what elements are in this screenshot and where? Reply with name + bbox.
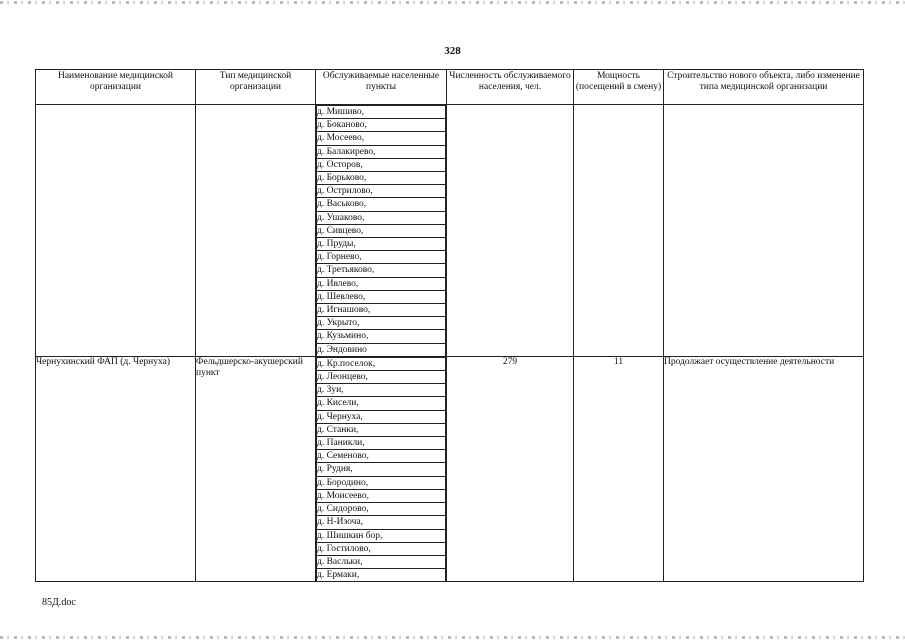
settlement-item: д. Зуи, <box>317 384 446 397</box>
settlement-item: д. Леонцево, <box>317 371 446 384</box>
settlement-item: д. Ермаки, <box>317 569 446 582</box>
settlement-item: д. Пруды, <box>317 238 446 251</box>
settlements-cell <box>316 356 447 581</box>
medical-organizations-table <box>35 69 864 582</box>
scan-top-edge <box>0 1 905 4</box>
settlements-cell <box>316 105 447 357</box>
table-header-row <box>36 70 864 105</box>
settlement-item: д. Мишиво, <box>317 106 446 119</box>
status-cell: Продолжает осуществление деятельности <box>664 356 864 581</box>
org-type-cell <box>196 105 316 357</box>
settlement-item: д. Гостилово, <box>317 542 446 555</box>
header-org-name: Наименование медицинской организации <box>36 70 196 105</box>
settlement-item: д. Сидорово, <box>317 503 446 516</box>
settlement-item: д. Кузьмино, <box>317 330 446 343</box>
table-row <box>36 105 864 357</box>
settlement-item: д. Горнево, <box>317 251 446 264</box>
settlement-item: д. Бородино, <box>317 476 446 489</box>
settlement-item: д. Кр.поселок, <box>317 357 446 370</box>
population-cell: 279 <box>447 356 574 581</box>
scan-bottom-edge <box>0 636 905 639</box>
settlement-item: д. Сивцево, <box>317 224 446 237</box>
settlement-item: д. Н-Изоча, <box>317 516 446 529</box>
table-row <box>36 356 864 581</box>
header-org-type: Тип медицинской организации <box>196 70 316 105</box>
settlement-item: д. Шевлево, <box>317 290 446 303</box>
settlement-item: д. Васьково, <box>317 198 446 211</box>
settlement-item: д. Третьяково, <box>317 264 446 277</box>
population-cell <box>447 105 574 357</box>
settlement-item: д. Боканово, <box>317 119 446 132</box>
settlement-item: д. Кисели, <box>317 397 446 410</box>
settlement-item: д. Васльки, <box>317 555 446 568</box>
settlement-item: д. Шишкин бор, <box>317 529 446 542</box>
settlement-item: д. Осторов, <box>317 158 446 171</box>
status-cell <box>664 105 864 357</box>
capacity-cell: 11 <box>574 356 664 581</box>
settlement-item: д. Мосеево, <box>317 132 446 145</box>
settlement-item: д. Паникли, <box>317 437 446 450</box>
settlement-item: д. Эндовино <box>317 343 446 356</box>
settlements-list <box>316 357 446 581</box>
settlement-item: д. Балакирево, <box>317 145 446 158</box>
settlement-item: д. Острилово, <box>317 185 446 198</box>
org-name-cell: Чернухинский ФАП (д. Чернуха) <box>36 356 196 581</box>
header-population: Численность обслуживаемого населения, чел. <box>447 70 574 105</box>
settlement-item: д. Чернуха, <box>317 410 446 423</box>
document-filename: 85Д.doc <box>42 597 76 608</box>
capacity-cell <box>574 105 664 357</box>
settlement-item: д. Игнашово, <box>317 304 446 317</box>
settlement-item: д. Ушаково, <box>317 211 446 224</box>
settlement-item: д. Станки, <box>317 423 446 436</box>
settlement-item: д. Рудня, <box>317 463 446 476</box>
header-capacity: Мощность (посещений в смену) <box>574 70 664 105</box>
org-type-cell: Фельдшерско-акушерский пункт <box>196 356 316 581</box>
settlement-item: д. Укрыто, <box>317 317 446 330</box>
settlement-item: д. Борьково, <box>317 172 446 185</box>
settlement-item: д. Ивлево, <box>317 277 446 290</box>
settlement-item: д. Моисеево, <box>317 489 446 502</box>
settlement-item: д. Семеново, <box>317 450 446 463</box>
org-name-cell <box>36 105 196 357</box>
header-construction: Строительство нового объекта, либо изменение типа медицинской организации <box>664 70 864 105</box>
header-settlements: Обслуживаемые населенные пункты <box>316 70 447 105</box>
settlements-list <box>316 105 446 356</box>
page-number: 328 <box>444 45 461 57</box>
